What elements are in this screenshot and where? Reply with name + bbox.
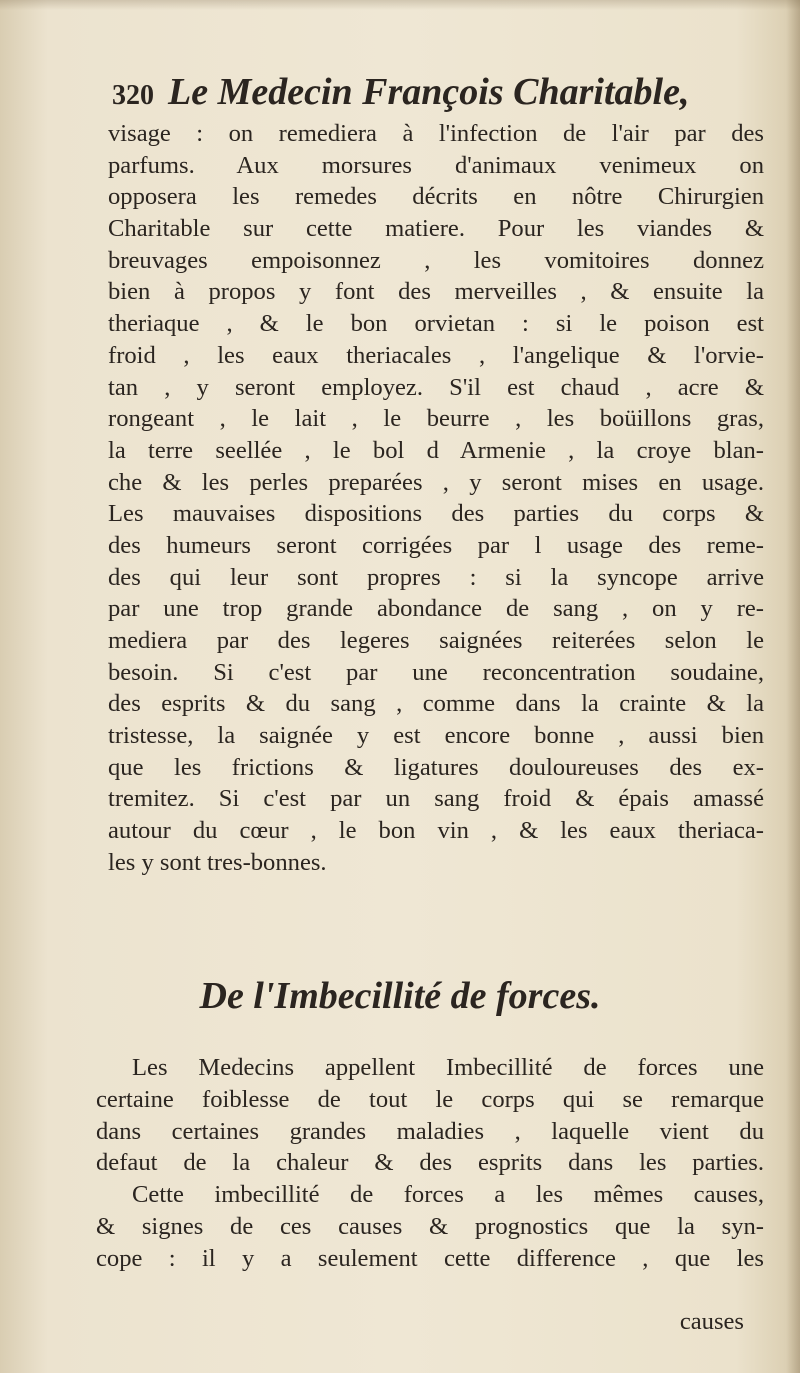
text-line: des qui leur sont propres : si la syncope arrive bbox=[108, 563, 764, 591]
section-heading: De l'Imbecillité de forces. bbox=[199, 975, 601, 1017]
text-line: par une trop grande abondance de sang , on y re- bbox=[108, 595, 764, 623]
text-line: defaut de la chaleur & des esprits dans les parties. bbox=[96, 1149, 764, 1177]
text-line: tan , y seront employez. S'il est chaud , acre & bbox=[108, 373, 764, 401]
text-line: la terre seellée , le bol d Armenie , la croye blan- bbox=[108, 436, 764, 464]
text-line: froid , les eaux theriacales , l'angelique & l'orvie- bbox=[108, 341, 764, 369]
text-line: tremitez. Si c'est par un sang froid & épais amassé bbox=[108, 785, 764, 813]
text-line: rongeant , le lait , le beurre , les boüillons gras, bbox=[108, 405, 764, 433]
text-line: opposera les remedes décrits en nôtre Chirurgien bbox=[108, 183, 764, 211]
page-edge-right bbox=[786, 0, 800, 1373]
paragraph-1 bbox=[108, 118, 764, 879]
text-line: Charitable sur cette matiere. Pour les viandes & bbox=[108, 215, 764, 243]
text-line: breuvages empoisonnez , les vomitoires donnez bbox=[108, 246, 764, 274]
catchword: causes bbox=[679, 1308, 744, 1335]
text-line: que les frictions & ligatures douloureuses des ex- bbox=[108, 753, 764, 781]
page-edge-top bbox=[0, 0, 800, 10]
running-title: Le Medecin François Charitable, bbox=[168, 71, 690, 113]
text-line: autour du cœur , le bon vin , & les eaux theriaca- bbox=[108, 817, 764, 845]
text-line: & signes de ces causes & prognostics que la syn- bbox=[96, 1212, 764, 1240]
text-line: bien à propos y font des merveilles , & ensuite la bbox=[108, 278, 764, 306]
text-line: certaine foiblesse de tout le corps qui se remarque bbox=[96, 1085, 764, 1113]
text-line: besoin. Si c'est par une reconcentration soudaine, bbox=[108, 658, 764, 686]
text-line: che & les perles preparées , y seront mises en usage. bbox=[108, 468, 764, 496]
text-line: des humeurs seront corrigées par l usage des reme- bbox=[108, 531, 764, 559]
text-line: cope : il y a seulement cette difference , que les bbox=[96, 1244, 764, 1272]
text-line: tristesse, la saignée y est encore bonne , aussi bien bbox=[108, 722, 764, 750]
text-line: des esprits & du sang , comme dans la crainte & la bbox=[108, 690, 764, 718]
page-number: 320 bbox=[112, 80, 154, 111]
running-head bbox=[112, 66, 752, 118]
text-line: les y sont tres-bonnes. bbox=[108, 848, 327, 876]
text-line: parfums. Aux morsures d'animaux venimeux on bbox=[108, 151, 764, 179]
text-line: mediera par des legeres saignées reiterées selon le bbox=[108, 627, 764, 654]
text-line: Les Medecins appellent Imbecillité de forces une bbox=[132, 1054, 764, 1081]
text-line: Les mauvaises dispositions des parties du corps & bbox=[108, 500, 764, 528]
text-line: theriaque , & le bon orvietan : si le poison est bbox=[108, 310, 764, 338]
text-line: dans certaines grandes maladies , laquelle vient du bbox=[96, 1117, 764, 1145]
text-line: Cette imbecillité de forces a les mêmes causes, bbox=[132, 1181, 764, 1209]
paragraph-2 bbox=[96, 1052, 764, 1275]
text-line: visage : on remediera à l'infection de l'air par des bbox=[108, 120, 764, 147]
